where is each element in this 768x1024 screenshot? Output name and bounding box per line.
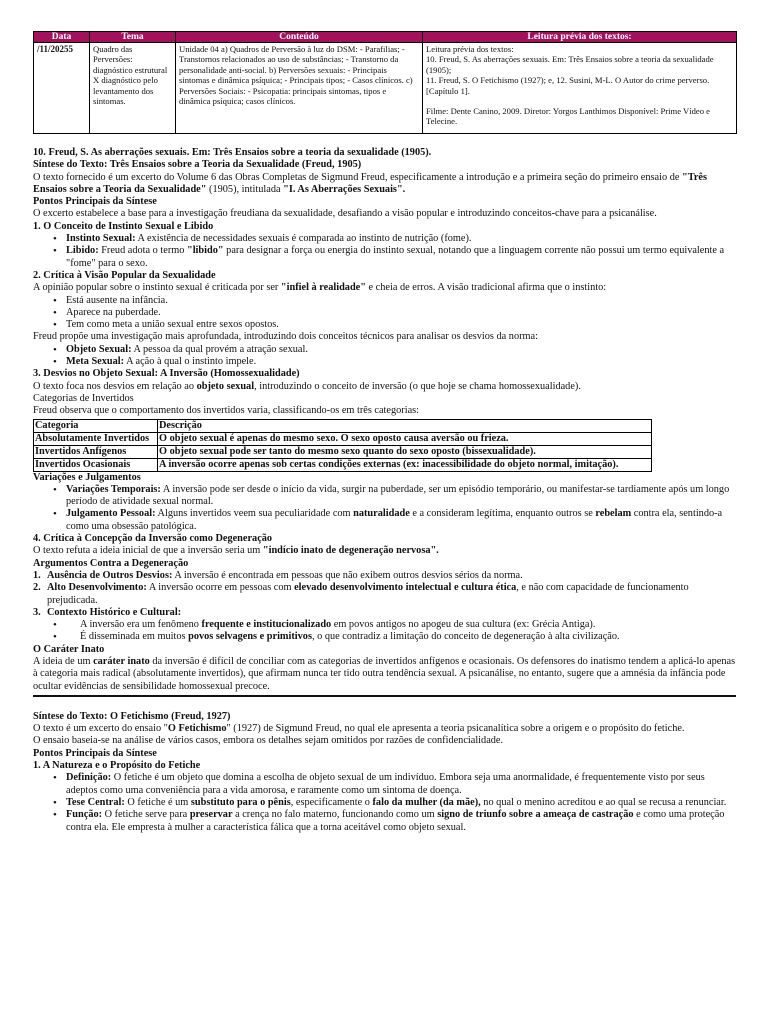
- text-bold: Julgamento Pessoal:: [66, 508, 156, 520]
- text: A opinião popular sobre o instinto sexual é criticada por ser: [33, 282, 281, 294]
- paragraph: [33, 282, 736, 294]
- bullet-list: [33, 344, 736, 369]
- paragraph: Categorias de Invertidos: [33, 392, 134, 404]
- paragraph: [33, 723, 736, 735]
- text-bold: elevado desenvolvimento intelectual e cultura ética: [294, 582, 517, 594]
- reference-heading: 10. Freud, S. As aberrações sexuais. Em: Três Ensaios sobre a teoria da sexualidade (1905).: [33, 147, 432, 158]
- categories-table: [33, 419, 652, 472]
- header-leitura: Leitura prévia dos textos:: [423, 32, 737, 43]
- table-cell: A inversão ocorre apenas sob certas condições externas (ex: inacessibilidade do objeto normal, imitação).: [158, 458, 652, 471]
- text-bold: falo da mulher (da mãe),: [372, 796, 481, 808]
- text: , e não com capacidade de funcionamento prejudicada.: [47, 582, 689, 606]
- list-item: [66, 809, 736, 834]
- text-bold: "I. As Aberrações Sexuais".: [283, 183, 406, 195]
- table-cell: Absolutamente Invertidos: [34, 432, 158, 445]
- table-header-row: [34, 419, 652, 432]
- bullet-list: [33, 772, 736, 833]
- leitura-filme: Filme: Dente Canino, 2009. Diretor: Yorgos Lanthimos Disponível: Prime Vídeo e Telecine.: [426, 106, 710, 127]
- list-item: [66, 233, 736, 245]
- text: A inversão pode ser desde o início da vida, surgir na puberdade, ser um episódio temporário, ou manifestar-se tardiamente após um longo período de atividade sexual normal.: [66, 483, 730, 508]
- section-title: Pontos Principais da Síntese: [33, 747, 157, 759]
- leitura-line: 11. Freud, S. O Fetichismo (1927); e, 12. Susini, M-L. O Autor do crime perverso. [Capítulo 1].: [426, 75, 710, 96]
- header-conteudo: Conteúdo: [176, 32, 423, 43]
- text-bold: Variações Temporais:: [66, 483, 161, 495]
- paragraph: [33, 656, 736, 693]
- text: , o que contradiz a limitação do conceito de degeneração à alta civilização.: [311, 631, 620, 643]
- leitura-line: 10. Freud, S. As aberrações sexuais. Em: Três Ensaios sobre a teoria da sexualidade (1905);: [426, 54, 714, 75]
- list-item: [66, 356, 736, 368]
- section-title: O Caráter Inato: [33, 643, 105, 655]
- text: em povos antigos no apogeu de sua cultura (ex: Grécia Antiga).: [331, 619, 596, 631]
- text-bold: Objeto Sexual:: [66, 343, 132, 355]
- section-title: 4. Crítica à Concepção da Inversão como Degeneração: [33, 533, 273, 545]
- bullet-list: [47, 619, 736, 644]
- paragraph: [33, 172, 736, 197]
- text: , especificamente o: [290, 796, 373, 808]
- table-cell: Invertidos Ocasionais: [34, 458, 158, 471]
- list-item: [66, 631, 736, 643]
- text: e a consideram legítima, enquanto outros se: [409, 508, 596, 520]
- section-title: Variações e Julgamentos: [33, 471, 141, 483]
- text-bold: Ausência de Outros Desvios:: [47, 569, 173, 581]
- text-bold: Alto Desenvolvimento:: [47, 582, 147, 594]
- section-title: 1. O Conceito de Instinto Sexual e Libido: [33, 220, 214, 232]
- table-cell: Invertidos Anfígenos: [34, 445, 158, 458]
- text-bold: "Três Ensaios sobre a Teoria da Sexualidade": [33, 171, 707, 195]
- table-cell: O objeto sexual é apenas do mesmo sexo. O sexo oposto causa aversão ou frieza.: [158, 432, 652, 445]
- text-bold: "libido": [186, 245, 224, 257]
- paragraph: O ensaio baseia-se na análise de vários casos, embora os detalhes sejam omitidos por razões de confidencialidade.: [33, 735, 504, 747]
- text-bold: caráter inato: [93, 655, 150, 667]
- section-title: Síntese do Texto: Três Ensaios sobre a Teoria da Sexualidade (Freud, 1905): [33, 159, 362, 171]
- paragraph: O excerto estabelece a base para a investigação freudiana da sexualidade, desafiando a visão popular e introduzindo conceitos-chave para a psicanálise.: [33, 208, 657, 220]
- document-body: [33, 147, 736, 834]
- text: A ideia de um: [33, 655, 94, 667]
- text-bold: Instinto Sexual:: [66, 233, 136, 245]
- table-header-cell: Descrição: [158, 419, 652, 432]
- list-item: [66, 344, 736, 356]
- text: O texto é um excerto do ensaio ": [33, 723, 168, 735]
- text: A inversão é encontrada em pessoas que não exibem outros desvios sérios da norma.: [172, 569, 523, 581]
- list-item: [66, 797, 736, 809]
- paragraph: [33, 381, 736, 393]
- text-bold: substituto para o pênis: [190, 796, 291, 808]
- text-bold: preservar: [189, 809, 233, 821]
- list-item: • Está ausente na infância.: [66, 295, 736, 307]
- text: Freud adota o termo: [98, 245, 187, 257]
- leitura-line: Leitura prévia dos textos:: [426, 44, 514, 54]
- section-title: Argumentos Contra a Degeneração: [33, 557, 189, 569]
- list-item: [66, 619, 736, 631]
- schedule-row: [34, 43, 737, 134]
- text: contra ela, sentindo-a como uma obsessão patológica.: [66, 508, 723, 532]
- bullet-list: [33, 295, 736, 332]
- list-item: [66, 245, 736, 270]
- cell-leitura: [423, 43, 737, 134]
- list-item: [33, 607, 736, 644]
- table-header-cell: Categoria: [34, 419, 158, 432]
- text: , introduzindo o conceito de inversão (o que hoje se chama homossexualidade).: [254, 380, 581, 392]
- text-bold: "indício inato de degeneração nervosa".: [262, 545, 439, 557]
- text-bold: frequente e institucionalizado: [201, 619, 332, 631]
- section-title: 3. Desvios no Objeto Sexual: A Inversão (Homossexualidade): [33, 368, 300, 380]
- text-bold: rebelam: [595, 508, 632, 520]
- table-row: [34, 432, 652, 445]
- text-bold: Contexto Histórico e Cultural:: [47, 606, 182, 618]
- text: O texto foca nos desvios em relação ao: [33, 380, 197, 392]
- text: e cheia de erros. A visão tradicional afirma que o instinto:: [365, 282, 607, 294]
- text-bold: Função:: [66, 809, 103, 821]
- section-title: 1. A Natureza e o Propósito do Fetiche: [33, 760, 201, 772]
- text: O fetiche é um: [124, 796, 191, 808]
- header-tema: Tema: [90, 32, 176, 43]
- numbered-list: [33, 570, 736, 644]
- cell-tema: Quadro das Perversões: diagnóstico estrutural X diagnóstico pelo levantamento dos sintomas.: [90, 43, 176, 134]
- page-content: [33, 31, 736, 834]
- list-item: [66, 508, 736, 533]
- text: O texto refuta a ideia inicial de que a inversão seria um: [33, 545, 263, 557]
- text-bold: objeto sexual: [196, 380, 255, 392]
- text-bold: "infiel à realidade": [280, 282, 366, 294]
- text-bold: naturalidade: [353, 508, 410, 520]
- bullet-list: [33, 484, 736, 533]
- list-item: [66, 772, 736, 797]
- text: O fetiche serve para: [102, 809, 190, 821]
- text: É disseminada em muitos: [80, 631, 189, 643]
- text: a crença no falo materno, funcionando como um: [232, 809, 438, 821]
- text-bold: Meta Sexual:: [66, 356, 125, 368]
- schedule-table: [33, 31, 737, 134]
- section-title: 2. Crítica à Visão Popular da Sexualidade: [33, 269, 216, 281]
- text: A inversão era um fenômeno: [80, 619, 202, 631]
- paragraph: Freud propõe uma investigação mais aprofundada, introduzindo dois conceitos técnicos para analisar os desvios da norma:: [33, 331, 538, 343]
- text: A ação à qual o instinto impele.: [124, 356, 257, 368]
- list-number: 1.: [33, 569, 41, 581]
- text-bold: Definição:: [66, 772, 112, 784]
- text-bold: Tese Central:: [66, 796, 125, 808]
- text: da inversão é difícil de conciliar com as categorias de invertidos anfígenos e ocasionais. Os defensores do inatismo tendem a aplicá-lo apenas à categoria mais radical (absolutamente invertidos), que afirmam nunca ter tido outra tendência sexual. A psicanálise, no entanto, sugere que a amnésia da infância pode ocultar evidências de sensibilidade homossexual precoce.: [33, 655, 736, 692]
- text: Alguns invertidos veem sua peculiaridade com: [155, 508, 354, 520]
- text: no qual o menino acreditou e ao qual se recusa a renunciar.: [480, 796, 727, 808]
- list-item: • Aparece na puberdade.: [66, 307, 736, 319]
- text: e como uma proteção contra ela. Ele empresta à mulher a característica fálica que a torna aceitável como objeto sexual.: [66, 809, 725, 833]
- table-cell: O objeto sexual pode ser tanto do mesmo sexo quanto do sexo oposto (bissexualidade).: [158, 445, 652, 458]
- text-bold: O Fetichismo: [167, 723, 227, 735]
- list-item: [66, 484, 736, 509]
- bullet-list: [33, 233, 736, 270]
- paragraph: [33, 545, 736, 557]
- text-bold: signo de triunfo sobre a ameaça de castração: [437, 809, 634, 821]
- list-item: [33, 582, 736, 607]
- divider: [33, 695, 736, 697]
- list-item: • Tem como meta a união sexual entre sexos opostos.: [66, 319, 736, 331]
- text: A pessoa da qual provém a atração sexual.: [131, 343, 308, 355]
- list-item: [33, 570, 736, 582]
- text: O texto fornecido é um excerto do Volume 6 das Obras Completas de Sigmund Freud, especificamente a introdução e a primeira seção do primeiro ensaio de: [33, 171, 680, 183]
- text-bold: povos selvagens e primitivos: [188, 631, 312, 643]
- schedule-header-row: [34, 32, 737, 43]
- header-data: Data: [34, 32, 90, 43]
- text: A existência de necessidades sexuais é comparada ao instinto de nutrição (fome).: [135, 233, 472, 245]
- list-number: 3.: [33, 606, 41, 618]
- section-title: Síntese do Texto: O Fetichismo (Freud, 1927): [33, 710, 231, 722]
- text: O fetiche é um objeto que domina a escolha de objeto sexual de um indivíduo. Embora seja uma anormalidade, é frequentemente visto por seus adeptos como uma conveniência para a vida amorosa, e raramente como um sintoma de doença.: [66, 772, 705, 796]
- table-row: [34, 458, 652, 471]
- text: (1905), intitulada: [206, 183, 284, 195]
- section-title: Pontos Principais da Síntese: [33, 196, 157, 208]
- text-bold: Libido:: [66, 245, 99, 257]
- text: para designar a força ou energia do instinto sexual, notando que a linguagem corrente não possui um termo equivalente a "fome" para o sexo.: [66, 245, 725, 269]
- text: A inversão ocorre em pessoas com: [146, 582, 295, 594]
- cell-conteudo: Unidade 04 a) Quadros de Perversão à luz do DSM: - Parafilias; - Transtornos relacionados ao uso de substâncias; - Transtorno da personalidade anti-social. b) Perversões sexuais: - Principais sintomas e dinâmica psíquica; - Principais tipos; - Casos clínicos. c) Perversões Sociais: - Psicopatia: principais sintomas, tipos e dinâmica psíquica; casos clínicos.: [176, 43, 423, 134]
- cell-date: /11/20255: [34, 43, 90, 134]
- list-number: 2.: [33, 582, 41, 594]
- paragraph: Freud observa que o comportamento dos invertidos varia, classificando-os em três categorias:: [33, 405, 420, 417]
- table-row: [34, 445, 652, 458]
- text: " (1927) de Sigmund Freud, no qual ele apresenta a teoria psicanalítica sobre a origem e o propósito do fetiche.: [226, 723, 685, 735]
